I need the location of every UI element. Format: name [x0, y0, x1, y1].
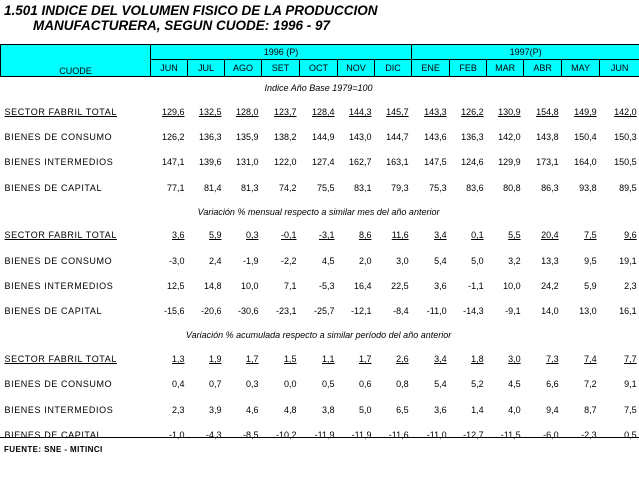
value-cell: -8,4	[393, 306, 409, 317]
value-cell: 5,9	[584, 281, 597, 292]
header-month: FEB	[450, 60, 487, 77]
value-cell: 7,5	[584, 230, 597, 241]
value-cell: -20,6	[200, 306, 222, 317]
header-cuode: CUODE	[1, 45, 151, 77]
value-cell: -11,9	[351, 429, 372, 440]
table-body	[1, 77, 639, 448]
value-cell: 142,0	[614, 106, 637, 117]
value-cell: 89,5	[619, 182, 637, 193]
value-cell: -15,6	[163, 306, 185, 317]
value-cell: -25,7	[313, 306, 335, 317]
section-title: Variación % mensual respecto a similar mes del año anterior	[197, 206, 440, 217]
value-cell: 9,1	[624, 379, 637, 390]
value-cell: -2,2	[280, 255, 297, 266]
section-header-row	[1, 324, 639, 346]
value-cell: 7,1	[283, 281, 297, 292]
value-cell: 136,3	[198, 132, 222, 143]
value-cell: 129,6	[161, 106, 185, 117]
header-month: JUN	[151, 60, 188, 77]
value-cell: 1,4	[471, 404, 484, 415]
source-note: FUENTE: SNE - MITINCI	[4, 445, 103, 454]
value-cell: 7,3	[546, 353, 559, 364]
value-cell: -1,9	[242, 255, 259, 266]
value-cell: 164,0	[574, 157, 597, 168]
value-cell: 3,6	[434, 404, 447, 415]
row-label: BIENES DE CAPITAL	[4, 182, 103, 193]
value-cell: 129,9	[498, 157, 521, 168]
value-cell: 143,3	[424, 106, 447, 117]
value-cell: 4,8	[283, 404, 297, 415]
value-cell: 5,4	[434, 255, 447, 266]
row-label: SECTOR FABRIL TOTAL	[4, 353, 117, 364]
value-cell: 3,4	[434, 230, 447, 241]
value-cell: 74,2	[278, 182, 297, 193]
row-label: BIENES DE CONSUMO	[4, 132, 113, 143]
value-cell: 150,3	[614, 132, 637, 143]
value-cell: 5,2	[471, 379, 484, 390]
value-cell: 9,5	[584, 255, 597, 266]
value-cell: 5,9	[208, 230, 222, 241]
value-cell: 81,3	[240, 182, 259, 193]
header-month: AGO	[225, 60, 262, 77]
value-cell: 16,1	[619, 306, 637, 317]
table-row	[1, 299, 639, 324]
bottom-divider	[0, 437, 639, 438]
value-cell: 7,7	[624, 353, 637, 364]
value-cell: 0,3	[245, 230, 259, 241]
value-cell: 3,2	[508, 255, 521, 266]
header-month: MAR	[487, 60, 524, 77]
value-cell: 132,5	[198, 106, 222, 117]
value-cell: 7,4	[584, 353, 597, 364]
value-cell: 0,7	[208, 379, 222, 390]
value-cell: 4,0	[508, 404, 521, 415]
row-label: SECTOR FABRIL TOTAL	[4, 230, 117, 241]
value-cell: 122,0	[273, 157, 297, 168]
table-row	[1, 223, 639, 248]
document-title	[4, 3, 378, 33]
value-cell: 20,4	[541, 230, 559, 241]
value-cell: 150,5	[614, 157, 637, 168]
value-cell: 3,6	[171, 230, 185, 241]
value-cell: -10,2	[275, 429, 297, 440]
section-header-row	[1, 201, 639, 223]
value-cell: 149,9	[574, 106, 597, 117]
value-cell: 3,0	[508, 353, 521, 364]
value-cell: 5,5	[508, 230, 521, 241]
value-cell: -14,3	[463, 306, 484, 317]
value-cell: 13,3	[541, 255, 559, 266]
value-cell: 14,0	[541, 306, 559, 317]
value-cell: -11,0	[426, 306, 447, 317]
value-cell: 162,7	[348, 157, 372, 168]
value-cell: 6,5	[396, 404, 409, 415]
value-cell: 130,9	[498, 106, 521, 117]
value-cell: 143,0	[348, 132, 372, 143]
value-cell: 1,1	[321, 353, 335, 364]
row-label: BIENES DE CAPITAL	[4, 429, 103, 440]
header-month: DIC	[375, 60, 412, 77]
value-cell: 139,6	[198, 157, 222, 168]
table-row	[1, 248, 639, 273]
value-cell: 142,0	[498, 132, 521, 143]
value-cell: 93,8	[579, 182, 597, 193]
header-month: JUN	[600, 60, 639, 77]
table-row	[1, 124, 639, 149]
value-cell: 0,5	[321, 379, 335, 390]
value-cell: -12,1	[350, 306, 372, 317]
value-cell: 0,1	[471, 230, 484, 241]
value-cell: 4,5	[508, 379, 521, 390]
header-month: JUL	[188, 60, 225, 77]
value-cell: 16,4	[353, 281, 372, 292]
value-cell: 10,0	[240, 281, 259, 292]
value-cell: 1,7	[245, 353, 259, 364]
value-cell: 135,9	[235, 132, 259, 143]
section-title: Indice Año Base 1979=100	[264, 83, 373, 93]
header-year-1996: 1996 (P)	[151, 45, 412, 60]
value-cell: 83,1	[353, 182, 372, 193]
value-cell: 8,7	[584, 404, 597, 415]
value-cell: -1,1	[468, 281, 484, 292]
value-cell: 83,6	[466, 182, 484, 193]
value-cell: 5,0	[471, 255, 484, 266]
row-label: BIENES INTERMEDIOS	[4, 281, 114, 292]
header-year-1997: 1997(P)	[412, 45, 639, 60]
header-month: NOV	[338, 60, 375, 77]
value-cell: -0,1	[280, 230, 297, 241]
value-cell: -6,0	[543, 429, 559, 440]
value-cell: 2,0	[358, 255, 372, 266]
table-header	[1, 45, 639, 77]
value-cell: 124,6	[461, 157, 484, 168]
table-row	[1, 422, 639, 447]
value-cell: 2,4	[208, 255, 222, 266]
value-cell: 1,8	[471, 353, 484, 364]
value-cell: 5,4	[434, 379, 447, 390]
value-cell: 11,6	[391, 230, 409, 241]
value-cell: 4,5	[321, 255, 335, 266]
value-cell: 0,6	[358, 379, 372, 390]
value-cell: 3,4	[434, 353, 447, 364]
value-cell: -4,3	[205, 429, 222, 440]
header-month: OCT	[300, 60, 338, 77]
value-cell: 147,5	[424, 157, 447, 168]
value-cell: 19,1	[619, 255, 637, 266]
section-title: Variación % acumulada respecto a similar período del año anterior	[185, 330, 452, 341]
value-cell: 1,5	[283, 353, 297, 364]
row-label: BIENES DE CONSUMO	[4, 379, 113, 390]
value-cell: 154,8	[536, 106, 559, 117]
value-cell: 12,5	[166, 281, 185, 292]
value-cell: 144,3	[348, 106, 372, 117]
value-cell: 0,3	[245, 379, 259, 390]
value-cell: 163,1	[386, 157, 409, 168]
table-row	[1, 99, 639, 124]
value-cell: 75,5	[316, 182, 335, 193]
value-cell: 1,7	[358, 353, 372, 364]
row-label: BIENES INTERMEDIOS	[4, 404, 114, 415]
value-cell: 138,2	[273, 132, 297, 143]
value-cell: 13,0	[579, 306, 597, 317]
value-cell: -3,1	[318, 230, 335, 241]
value-cell: 0,5	[624, 429, 637, 440]
table-row	[1, 397, 639, 422]
value-cell: 3,8	[321, 404, 335, 415]
value-cell: 2,3	[624, 281, 637, 292]
section-header-row	[1, 77, 639, 100]
value-cell: 3,6	[434, 281, 447, 292]
value-cell: 86,3	[541, 182, 559, 193]
value-cell: 127,4	[311, 157, 335, 168]
value-cell: 136,3	[461, 132, 484, 143]
title-line-2: MANUFACTURERA, SEGUN CUODE: 1996 - 97	[33, 18, 331, 33]
value-cell: 6,6	[546, 379, 559, 390]
value-cell: -11,0	[426, 429, 447, 440]
value-cell: 0,8	[396, 379, 409, 390]
value-cell: 22,5	[391, 281, 409, 292]
title-line-1: 1.501 INDICE DEL VOLUMEN FISICO DE LA PRODUCCION	[4, 3, 378, 18]
value-cell: 7,2	[584, 379, 597, 390]
value-cell: 79,3	[391, 182, 409, 193]
value-cell: -23,1	[275, 306, 297, 317]
value-cell: 123,7	[273, 106, 297, 117]
value-cell: 145,7	[386, 106, 409, 117]
value-cell: 150,4	[574, 132, 597, 143]
value-cell: 81,4	[203, 182, 222, 193]
value-cell: -11,6	[388, 429, 409, 440]
header-month: MAY	[562, 60, 600, 77]
value-cell: 143,8	[536, 132, 559, 143]
value-cell: -2,3	[581, 429, 597, 440]
value-cell: 14,8	[203, 281, 222, 292]
value-cell: -12,7	[463, 429, 484, 440]
row-label: SECTOR FABRIL TOTAL	[4, 106, 117, 117]
row-label: BIENES DE CONSUMO	[4, 255, 113, 266]
value-cell: 2,3	[171, 404, 185, 415]
row-label: BIENES DE CAPITAL	[4, 306, 103, 317]
value-cell: 126,2	[161, 132, 185, 143]
value-cell: 80,8	[503, 182, 521, 193]
value-cell: 128,4	[311, 106, 335, 117]
value-cell: 0,4	[171, 379, 185, 390]
value-cell: 2,6	[396, 353, 409, 364]
value-cell: 126,2	[461, 106, 484, 117]
value-cell: 4,6	[245, 404, 259, 415]
data-table	[0, 44, 639, 448]
row-label: BIENES INTERMEDIOS	[4, 157, 114, 168]
value-cell: 128,0	[235, 106, 259, 117]
value-cell: -3,0	[168, 255, 185, 266]
value-cell: 173,1	[536, 157, 559, 168]
value-cell: -1,0	[168, 429, 185, 440]
value-cell: 3,0	[396, 255, 409, 266]
value-cell: 9,4	[546, 404, 559, 415]
value-cell: 75,3	[429, 182, 447, 193]
value-cell: -11,5	[500, 429, 521, 440]
value-cell: -11,9	[314, 429, 335, 440]
header-month: ABR	[524, 60, 562, 77]
value-cell: 10,0	[503, 281, 521, 292]
value-cell: 3,9	[208, 404, 222, 415]
value-cell: 9,6	[624, 230, 637, 241]
table-row	[1, 150, 639, 175]
value-cell: 144,9	[311, 132, 335, 143]
value-cell: 1,9	[208, 353, 222, 364]
value-cell: 1,3	[171, 353, 185, 364]
value-cell: 147,1	[161, 157, 185, 168]
value-cell: 24,2	[541, 281, 559, 292]
header-month: ENE	[412, 60, 450, 77]
table-row	[1, 346, 639, 371]
value-cell: 8,6	[358, 230, 372, 241]
value-cell: 7,5	[624, 404, 637, 415]
value-cell: -9,1	[505, 306, 521, 317]
value-cell: 5,0	[358, 404, 372, 415]
value-cell: 77,1	[166, 182, 185, 193]
value-cell: 143,6	[424, 132, 447, 143]
table-row	[1, 372, 639, 397]
value-cell: 131,0	[235, 157, 259, 168]
header-month: SET	[262, 60, 300, 77]
table-row	[1, 175, 639, 200]
value-cell: -8,5	[242, 429, 259, 440]
table-row	[1, 273, 639, 298]
value-cell: 0,0	[283, 379, 297, 390]
value-cell: 144,7	[386, 132, 409, 143]
value-cell: -30,6	[237, 306, 259, 317]
value-cell: -5,3	[318, 281, 335, 292]
